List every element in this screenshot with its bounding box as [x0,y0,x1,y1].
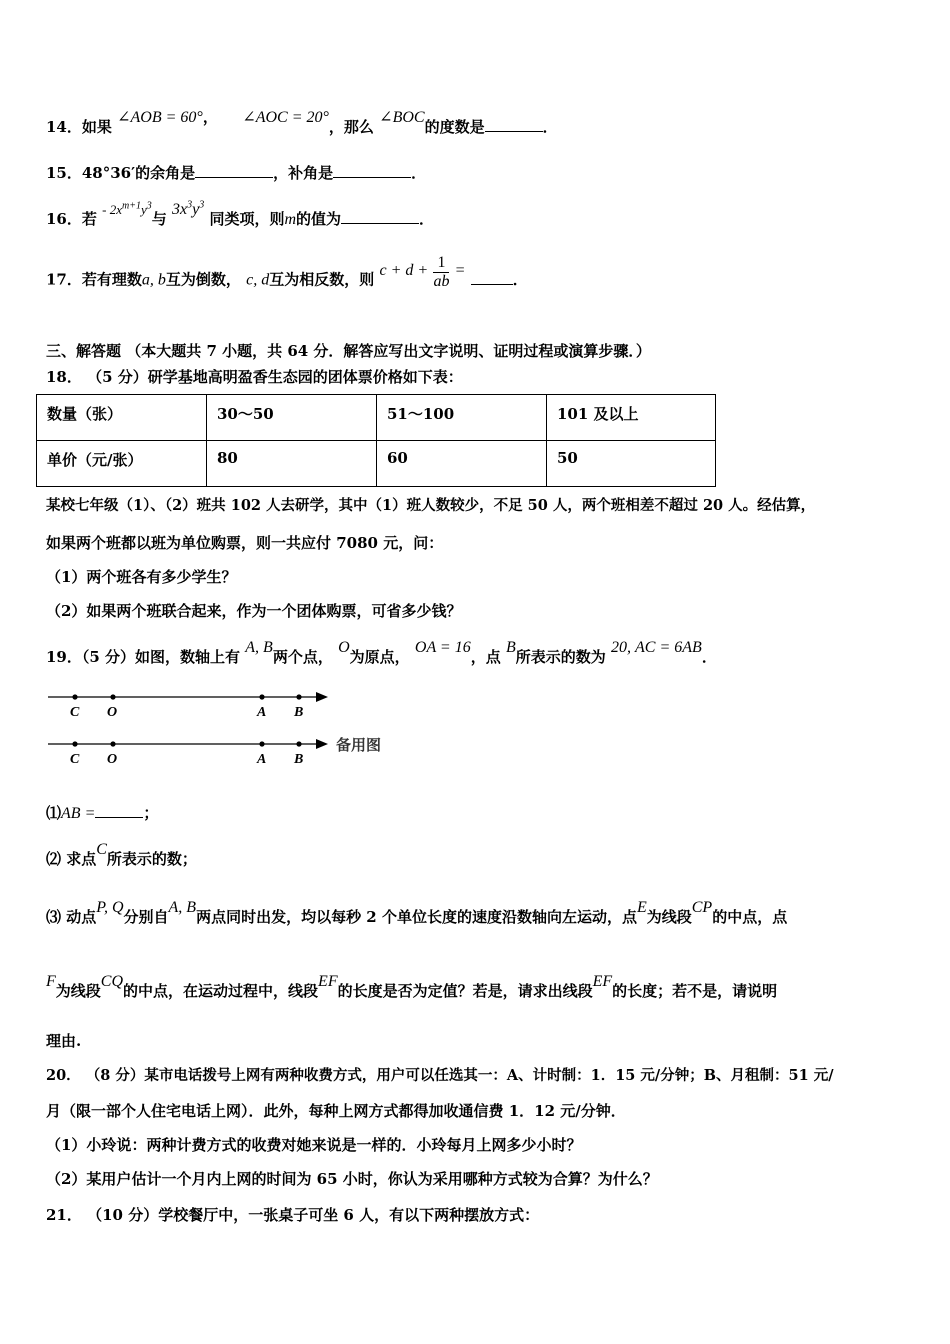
number-line-figure [40,684,340,724]
axis-arrow [316,739,328,749]
q19-subquestion-2: ⑵ 求点C所表示的数； [46,841,197,868]
point-a-dot [259,741,264,746]
answer-blank[interactable] [333,176,411,178]
point-o-label: O [107,752,118,767]
point-b-dot [296,694,301,699]
answer-blank[interactable] [195,176,273,178]
q20-subquestion-2: （2）某用户估计一个月内上网的时间为 65 小时，你认为采用哪种方式较为合算？为什么？ [46,1170,658,1188]
q20-subquestion-1: （1）小玲说：两种计费方式的收费对她来说是一样的．小玲每月上网多少小时？ [46,1136,582,1154]
point-o-dot [110,694,115,699]
point-a-dot [259,694,264,699]
q18-paragraph-1: 某校七年级（1）、（2）班共 102 人去研学，其中（1）班人数较少，不足 50 人，两个班相差不超过 20 人。经估算， [46,497,816,514]
question-17: 17．若有理数a, b互为倒数， c, d互为相反数，则 c + d + $\frac{1}{ab}$ = ． [46,254,528,290]
math-angle-aob: ∠AOB = 60° [117,109,203,126]
answer-blank[interactable] [95,816,143,818]
question-21: 21． （10 分）学校餐厅中，一张桌子可坐 6 人，有以下两种摆放方式： [46,1206,540,1224]
q20-paragraph-2: 月（限一部个人住宅电话上网）．此外，每种上网方式都得加收通信费 1．12 元/分钟． [46,1102,626,1120]
backup-figure-label: 备用图 [336,736,382,754]
q18-paragraph-2: 如果两个班都以班为单位购票，则一共应付 7080 元，问： [46,534,444,552]
q19-subquestion-3-cont: F为线段CQ的中点，在运动过程中，线段EF的长度是否为定值？若是，请求出线段EF的长度；若不是，请说明 [46,973,778,1000]
point-b-label: B [294,752,304,767]
math-angle-boc: ∠BOC [379,109,425,126]
table-row: 数量（张） 30～50 51～100 101 及以上 [37,395,716,441]
answer-blank[interactable] [485,130,543,132]
math-term-1: - $2x^{m+1}y^3$ [102,200,152,217]
axis-arrow [316,692,328,702]
fraction-one-over-ab: $\frac{1}{ab}$ [433,254,450,290]
q19-subquestion-1: ⑴AB = ； [46,804,159,822]
q18-subquestion-1: （1）两个班各有多少学生？ [46,568,237,586]
point-c-dot [72,741,77,746]
math-angle-aoc: ∠AOC = 20° [242,109,329,126]
point-c-label: C [70,752,80,767]
point-a-label: A [257,705,267,720]
answer-blank[interactable] [471,283,513,285]
table-row: 单价（元/张） 80 60 50 [37,441,716,487]
point-a-label: A [257,752,267,767]
point-c-dot [72,694,77,699]
question-20: 20． （8 分）某市电话拨号上网有两种收费方式，用户可以任选其一：A、计时制：1．15 元/分钟；B、月租制：51 元/ [46,1067,834,1084]
question-19: 19．（5 分）如图，数轴上有 A, B两个点， O为原点， OA = 16，点 B所表示的数为 20, AC = 6AB． [46,639,717,666]
price-table [36,394,716,487]
q19-subquestion-3-end: 理由. [46,1032,82,1050]
section-heading: 三、解答题 （本大题共 7 小题，共 64 分．解答应写出文字说明、证明过程或演算步骤．） [46,342,651,360]
point-c-label: C [70,705,80,720]
point-b-label: B [294,705,304,720]
q19-subquestion-3: ⑶ 动点P, Q分别自A, B两点同时出发，均以每秒 2 个单位长度的速度沿数轴向左运动，点E为线段CP的中点，点 [46,899,788,926]
question-14: 14．如果 ∠AOB = 60°， ∠AOC = 20°，那么 ∠BOC的度数是 ． [46,108,558,136]
answer-blank[interactable] [341,222,419,224]
q18-subquestion-2: （2）如果两个班联合起来，作为一个团体购票，可省多少钱？ [46,602,462,620]
question-16: 16．若 - $2x^{m+1}y^3$与 $3x^3y^3$ 同类项，则m的值为 ． [46,199,435,228]
question-15: 15．48°36′的余角是 ，补角是 ． [46,164,427,182]
backup-number-line-figure [40,731,400,771]
point-o-dot [110,741,115,746]
math-term-2: $3x^3y^3$ [172,199,205,218]
question-18: 18． （5 分）研学基地高明盈香生态园的团体票价格如下表： [46,368,463,386]
point-o-label: O [107,705,118,720]
point-b-dot [296,741,301,746]
